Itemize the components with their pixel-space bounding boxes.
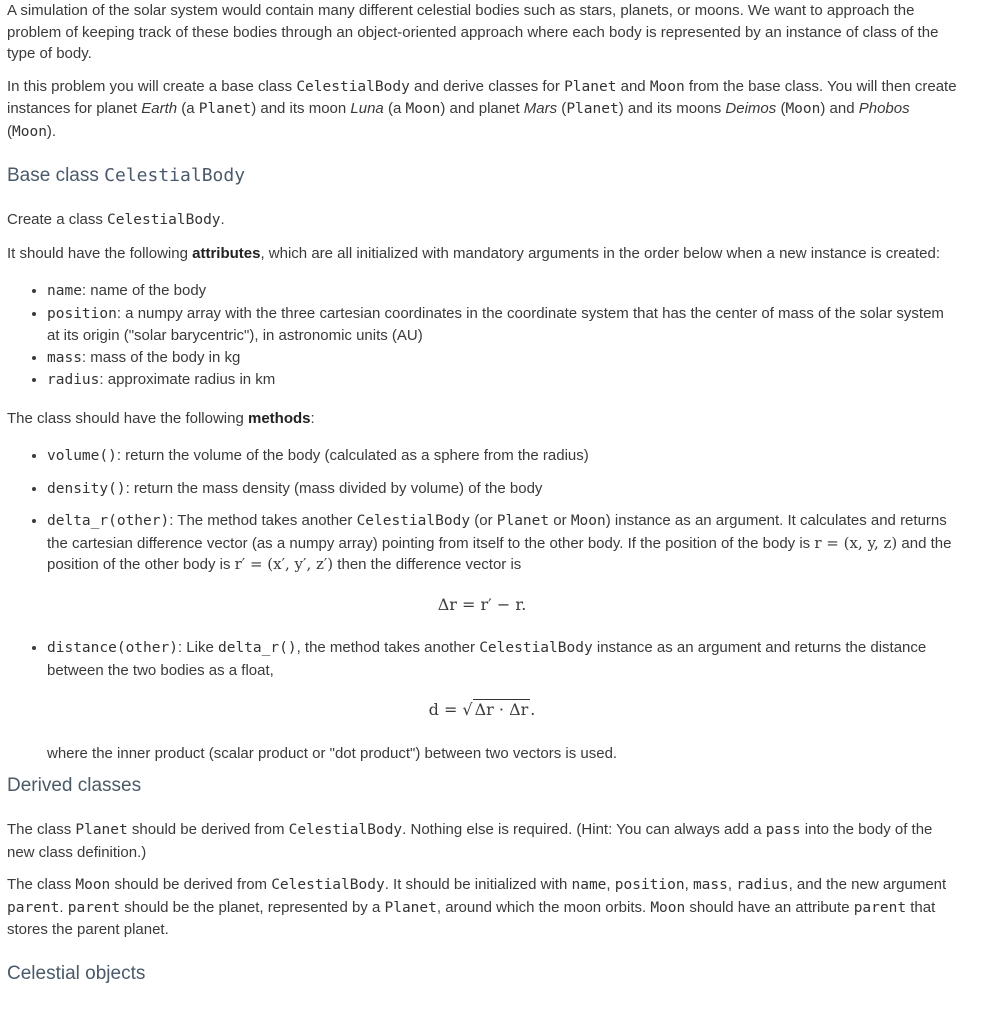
- eq-radicand: Δr · Δr: [474, 700, 529, 719]
- heading-celestial-objects: Celestial objects: [7, 962, 146, 984]
- text: into the body of the new class definition.): [7, 821, 933, 861]
- code-moon: Moon: [785, 101, 821, 117]
- attributes-intro: [7, 243, 957, 265]
- attr-desc: : approximate radius in km: [99, 371, 276, 388]
- code-parent: parent: [853, 899, 907, 916]
- text: then the difference vector is: [333, 556, 522, 573]
- code-planet: Planet: [566, 101, 619, 117]
- text: The class: [7, 876, 76, 893]
- text: (a: [383, 100, 406, 117]
- list-item: [47, 369, 957, 392]
- list-item-delta-r: [47, 510, 957, 615]
- code-planet: Planet: [75, 822, 128, 838]
- planet-paragraph: [7, 819, 957, 863]
- math-r-prime: r′ = (x′, y′, z′): [234, 555, 334, 573]
- text: should be the planet, represented by a: [120, 898, 385, 916]
- heading-code: CelestialBody: [104, 165, 246, 186]
- em-luna: Luna: [350, 100, 384, 117]
- text: Create a class: [7, 211, 108, 228]
- text: (or: [470, 512, 497, 529]
- code-parent: parent: [67, 899, 121, 916]
- code-attr: position: [47, 305, 117, 322]
- methods-intro: [7, 408, 957, 430]
- text: and the position of the other body is: [47, 534, 952, 573]
- code-attr: mass: [47, 349, 82, 366]
- text: ,: [684, 876, 693, 893]
- moon-paragraph: [7, 874, 957, 941]
- em-mars: Mars: [523, 100, 558, 117]
- text: should be derived from: [127, 821, 289, 838]
- heading-base-class: [7, 164, 957, 188]
- eq-part: d = √: [428, 700, 473, 719]
- text: , the method takes another: [296, 639, 480, 656]
- inner-product-note: where the inner product (scalar product or "dot product") between two vectors is used.: [47, 744, 618, 762]
- attributes-list: [7, 280, 957, 392]
- list-item-volume: [47, 445, 957, 468]
- text: (: [776, 100, 786, 117]
- code-celestialbody: CelestialBody: [479, 640, 593, 656]
- em-earth: Earth: [141, 100, 178, 117]
- code-celestialbody: CelestialBody: [271, 877, 385, 893]
- code-method: distance(other): [47, 640, 178, 656]
- text: and: [616, 77, 650, 95]
- text: should be derived from: [110, 876, 272, 893]
- text: (: [7, 122, 12, 140]
- code-moon: Moon: [75, 877, 111, 893]
- list-item-density: [47, 478, 957, 501]
- code-planet: Planet: [198, 101, 252, 117]
- text: The class: [7, 821, 76, 838]
- text: .: [59, 898, 68, 916]
- text: ,: [606, 876, 615, 893]
- code-pass: pass: [765, 822, 801, 838]
- method-desc: : return the mass density (mass divided by volume) of the body: [125, 479, 543, 497]
- code-planet: Planet: [496, 513, 550, 529]
- text: should have an attribute: [685, 898, 854, 916]
- code-moon: Moon: [650, 899, 686, 916]
- math-r: r = (x, y, z): [814, 533, 898, 552]
- intro-paragraph-2: [7, 76, 957, 144]
- text: .: [220, 211, 225, 228]
- text: ,: [727, 876, 737, 893]
- list-item: [47, 347, 957, 370]
- attr-desc: : name of the body: [81, 282, 207, 299]
- text: It should have the following: [7, 244, 193, 262]
- methods-list: [7, 445, 957, 764]
- code-parent: parent: [7, 899, 60, 916]
- heading-derived-classes: Derived classes: [7, 775, 142, 796]
- text: from the base class. You will then create instances for planet: [7, 77, 957, 117]
- text: that stores the parent planet.: [7, 898, 936, 938]
- code-method: volume(): [47, 448, 117, 464]
- list-item-distance: [47, 637, 957, 764]
- code-planet: Planet: [384, 899, 437, 916]
- text: (: [557, 100, 567, 117]
- equation-distance: [47, 699, 957, 721]
- code-planet: Planet: [564, 78, 617, 95]
- code-moon: Moon: [649, 78, 685, 95]
- text: (a: [177, 100, 199, 117]
- bold-attributes: attributes: [192, 244, 261, 262]
- code-celestialbody: CelestialBody: [288, 822, 403, 838]
- code-celestialbody: CelestialBody: [356, 513, 471, 529]
- heading-text: Base class: [7, 165, 105, 186]
- text: , which are all initialized with mandatory arguments in the order below when a new instance is created:: [260, 244, 940, 262]
- code-radius: radius: [736, 877, 789, 893]
- code-name: name: [571, 877, 607, 893]
- text: ) and planet: [440, 100, 524, 117]
- text: . It should be initialized with: [384, 876, 572, 893]
- code-method: density(): [47, 480, 126, 497]
- code-celestialbody: CelestialBody: [296, 78, 410, 95]
- text: or: [549, 512, 571, 529]
- text: ) and its moons: [618, 100, 726, 117]
- text: : The method takes another: [169, 512, 357, 529]
- text: In this problem you will create a base class: [7, 77, 297, 95]
- text: ) instance as an argument. It calculates and returns the cartesian difference vector (as a numpy array) pointing from itself to the other body. If the position of the body is: [47, 512, 947, 552]
- text: ) and its moon: [251, 100, 351, 117]
- text: and derive classes for: [409, 77, 565, 95]
- list-item: [47, 303, 957, 347]
- eq-part: .: [530, 700, 536, 719]
- text: :: [310, 409, 315, 427]
- text: The class should have the following: [7, 409, 248, 427]
- create-class-paragraph: [7, 209, 957, 232]
- equation-delta-r: Δr = r′ − r.: [437, 594, 527, 614]
- intro-paragraph-1: A simulation of the solar system would contain many different celestial bodies such as stars, planets, or moons. We want to approach the problem of keeping track of these bodies through an object-oriented approach where each body is represented by an instance of class of the type of body.: [7, 2, 939, 62]
- em-phobos: Phobos: [858, 100, 910, 117]
- code-attr: name: [47, 283, 82, 299]
- text: , and the new argument: [788, 876, 947, 893]
- code-delta-r: delta_r(): [217, 640, 297, 656]
- code-mass: mass: [692, 877, 728, 893]
- code-method: delta_r(other): [47, 513, 170, 529]
- code-moon: Moon: [570, 513, 606, 529]
- em-deimos: Deimos: [725, 100, 777, 117]
- code-position: position: [614, 877, 685, 893]
- text: ) and: [820, 100, 859, 117]
- text: instance as an argument and returns the distance between the two bodies as a float,: [47, 639, 927, 679]
- attr-desc: : mass of the body in kg: [81, 348, 241, 366]
- list-item: [47, 280, 957, 303]
- text: , around which the moon orbits.: [436, 898, 651, 916]
- code-moon: Moon: [12, 123, 47, 140]
- code-attr: radius: [47, 372, 100, 388]
- attr-desc: : a numpy array with the three cartesian coordinates in the coordinate system that has the center of mass of the solar system at its origin ("solar barycentric"), in astronomic units (AU): [47, 304, 944, 344]
- text: : Like: [177, 639, 218, 656]
- code-celestialbody: CelestialBody: [107, 212, 221, 228]
- code-moon: Moon: [405, 101, 441, 117]
- text: . Nothing else is required. (Hint: You can always add a: [402, 821, 766, 838]
- bold-methods: methods: [247, 409, 311, 427]
- text: ).: [46, 122, 57, 140]
- method-desc: : return the volume of the body (calculated as a sphere from the radius): [116, 447, 589, 464]
